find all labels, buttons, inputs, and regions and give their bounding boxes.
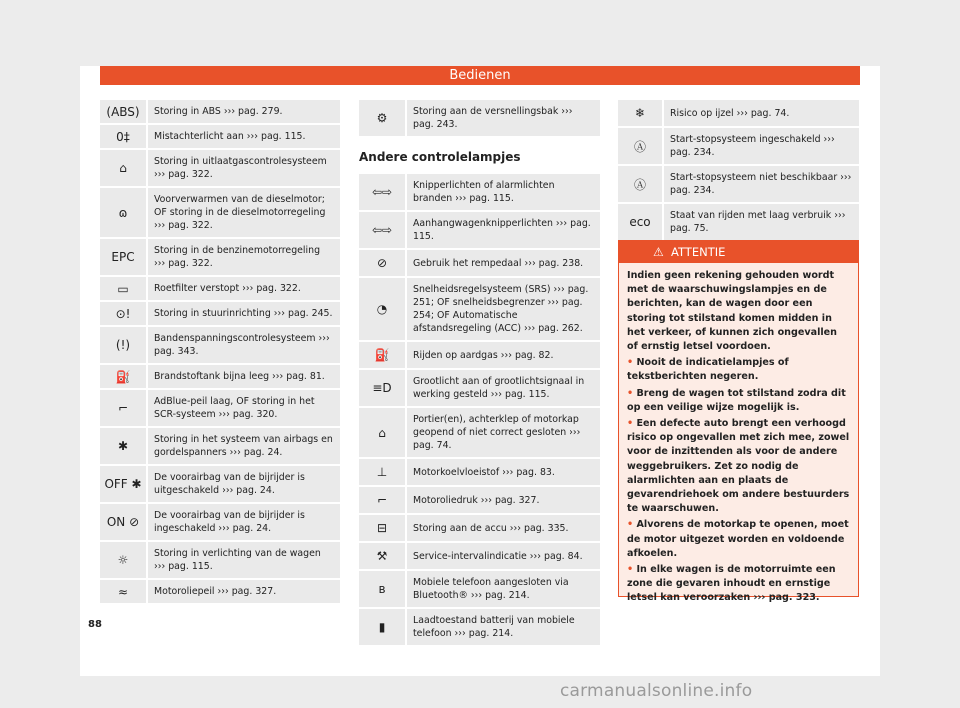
icon-row: [359, 515, 600, 541]
row-text: [148, 150, 340, 186]
row-label: Risico op ijzel ››› pag. 74.: [670, 107, 790, 119]
row-label: Aanhangwagenknipperlichten ››› pag. 115.: [413, 218, 591, 242]
warning-light-list: [359, 174, 600, 645]
bullet-text: Een defecte auto brengt een verhoogd risico op ongevallen met zich mee, zowel voor de inzittenden als voor de andere weggebruikers. Zet zo nodig de alarmlichten aan en plaats de gevarendriehoek om andere bestuurders te waarschuwen.: [627, 418, 850, 515]
row-label: Motorkoelvloeistof ››› pag. 83.: [413, 466, 555, 478]
icon-row: [359, 250, 600, 276]
adblue-icon: ⌐: [100, 390, 146, 426]
emission-control-icon: ⌂: [100, 150, 146, 186]
speed-control-icon: ◔: [359, 278, 405, 340]
row-text: [664, 204, 859, 240]
row-label: Mobiele telefoon aangesloten via Bluetooth® ››› pag. 214.: [413, 577, 569, 601]
airbag-icon: ✱: [100, 428, 146, 464]
trailer-turn-signal-icon: ⇦⇨: [359, 212, 405, 248]
high-beam-icon: ≡D: [359, 370, 405, 406]
row-text: [664, 100, 859, 126]
icon-row: [359, 278, 600, 340]
section-heading: Andere controlelampjes: [359, 150, 521, 164]
icon-row: [618, 166, 859, 202]
row-label: Gebruik het rempedaal ››› pag. 238.: [413, 257, 584, 269]
fuel-reserve-icon: ⛽: [100, 365, 146, 388]
page-number: 88: [88, 619, 102, 630]
tyre-pressure-icon: (!): [100, 327, 146, 363]
cng-icon: ⛽: [359, 342, 405, 368]
row-label: Storing in uitlaatgascontrolesysteem ››› pag. 322.: [154, 156, 327, 180]
row-text: [407, 543, 600, 569]
row-text: [148, 302, 340, 325]
icon-row: [100, 188, 340, 237]
row-text: [407, 278, 600, 340]
attention-bullet: [627, 417, 850, 516]
attention-bullet: [627, 387, 850, 415]
row-label: Knipperlichten of alarmlichten branden ››› pag. 115.: [413, 180, 555, 204]
phone-battery-icon: ▮: [359, 609, 405, 645]
bullet-text: In elke wagen is de motorruimte een zone die gevaren inhoudt en ernstige letsel kan veroorzaken ››› pag. 323.: [627, 564, 836, 604]
start-stop-unavailable-icon: Ⓐ: [618, 166, 662, 202]
epc-icon: EPC: [100, 239, 146, 275]
row-text: [148, 580, 340, 603]
bullet-icon: •: [627, 418, 637, 430]
rear-fog-light-icon: 0‡: [100, 125, 146, 148]
steering-warning-icon: ⊙!: [100, 302, 146, 325]
icon-row: [100, 239, 340, 275]
brake-pedal-icon: ⊘: [359, 250, 405, 276]
icon-row: [359, 100, 600, 136]
bullet-icon: •: [627, 519, 637, 531]
row-text: [148, 504, 340, 540]
row-text: [148, 188, 340, 237]
gearbox-warning-icon: ⚙: [359, 100, 405, 136]
row-text: [407, 174, 600, 210]
airbag-on-icon: ON ⊘: [100, 504, 146, 540]
row-label: Storing aan de versnellingsbak ››› pag. 243.: [413, 106, 573, 130]
row-label: AdBlue-peil laag, OF storing in het SCR-systeem ››› pag. 320.: [154, 396, 315, 420]
icon-row: [618, 128, 859, 164]
oil-pressure-icon: ⌐: [359, 487, 405, 513]
icon-row: [100, 100, 340, 123]
row-text: [407, 459, 600, 485]
row-label: Mistachterlicht aan ››› pag. 115.: [154, 131, 306, 142]
row-label: Rijden op aardgas ››› pag. 82.: [413, 349, 554, 361]
row-label: Storing in ABS ››› pag. 279.: [154, 106, 283, 117]
row-text: [407, 250, 600, 276]
row-text: [407, 515, 600, 541]
attention-bullet: [627, 356, 850, 384]
turn-signal-icon: ⇦⇨: [359, 174, 405, 210]
row-text: [407, 571, 600, 607]
icon-row: [359, 543, 600, 569]
particulate-filter-icon: ▭: [100, 277, 146, 300]
row-text: [148, 390, 340, 426]
icon-row: [618, 100, 859, 126]
row-text: [407, 100, 600, 136]
row-label: Brandstoftank bijna leeg ››› pag. 81.: [154, 371, 325, 382]
row-label: Storing in de benzinemotorregeling ››› pag. 322.: [154, 245, 321, 269]
row-label: Storing in stuurinrichting ››› pag. 245.: [154, 308, 333, 319]
row-text: [407, 609, 600, 645]
row-text: [148, 125, 340, 148]
row-label: De voorairbag van de bijrijder is ingeschakeld ››› pag. 24.: [154, 510, 305, 534]
icon-row: [100, 150, 340, 186]
row-label: Laadtoestand batterij van mobiele telefoon ››› pag. 214.: [413, 615, 575, 639]
row-text: [148, 277, 340, 300]
row-text: [664, 166, 859, 202]
bullet-icon: •: [627, 564, 637, 576]
attention-box: [618, 240, 859, 604]
row-label: Start-stopsysteem ingeschakeld ››› pag. 234.: [670, 134, 835, 158]
row-text: [407, 342, 600, 368]
row-label: Storing aan de accu ››› pag. 335.: [413, 522, 569, 534]
watermark: carmanualsonline.info: [560, 681, 753, 701]
row-text: [148, 428, 340, 464]
icon-row: [359, 459, 600, 485]
attention-header: [619, 241, 858, 263]
bluetooth-icon: ʙ: [359, 571, 405, 607]
door-open-icon: ⌂: [359, 408, 405, 457]
icon-row: [100, 302, 340, 325]
icon-row: [359, 174, 600, 210]
row-text: [148, 542, 340, 578]
icon-row: [100, 542, 340, 578]
icon-row: [359, 212, 600, 248]
row-text: [148, 100, 340, 123]
icon-row: [100, 428, 340, 464]
eco-icon: eco: [618, 204, 662, 240]
bulb-warning-icon: ☼: [100, 542, 146, 578]
glow-plug-icon: ɷ: [100, 188, 146, 237]
attention-bullet: [627, 518, 850, 561]
row-label: Service-intervalindicatie ››› pag. 84.: [413, 550, 583, 562]
icon-row: [359, 609, 600, 645]
row-label: Grootlicht aan of grootlichtsignaal in werking gesteld ››› pag. 115.: [413, 376, 585, 400]
attention-body: [619, 263, 858, 606]
icon-row: [359, 571, 600, 607]
row-label: Roetfilter verstopt ››› pag. 322.: [154, 283, 301, 294]
row-text: [148, 365, 340, 388]
bullet-icon: •: [627, 387, 637, 399]
row-text: [664, 128, 859, 164]
attention-bullet: [627, 563, 850, 606]
airbag-off-icon: OFF ✱: [100, 466, 146, 502]
row-label: Voorverwarmen van de dieselmotor; OF storing in de dieselmotorregeling ››› pag. 322.: [154, 194, 326, 231]
left-column: [100, 100, 340, 605]
bullet-text: Breng de wagen tot stilstand zodra dit op een veilige wijze mogelijk is.: [627, 387, 846, 413]
right-column: [618, 100, 859, 242]
row-label: Bandenspanningscontrolesysteem ››› pag. 343.: [154, 333, 330, 357]
icon-row: [359, 408, 600, 457]
oil-level-icon: ≈: [100, 580, 146, 603]
icon-row: [100, 277, 340, 300]
icon-row: [359, 487, 600, 513]
row-label: Storing in het systeem van airbags en gordelspanners ››› pag. 24.: [154, 434, 333, 458]
row-text: [407, 212, 600, 248]
icon-row: [359, 342, 600, 368]
row-label: Portier(en), achterklep of motorkap geopend of niet correct gesloten ››› pag. 74.: [413, 414, 581, 451]
row-label: Snelheidsregelsysteem (SRS) ››› pag. 251; OF snelheidsbegrenzer ››› pag. 254; OF Automatische afstandsregeling (ACC) ››› pag. 262.: [413, 284, 589, 334]
abs-warning-icon: (ABS): [100, 100, 146, 123]
bullet-text: Alvorens de motorkap te openen, moet de motor uitgezet worden en voldoende afkoelen.: [627, 519, 849, 559]
icon-row: [100, 327, 340, 363]
row-label: Staat van rijden met laag verbruik ››› pag. 75.: [670, 210, 846, 234]
row-text: [148, 466, 340, 502]
service-icon: ⚒: [359, 543, 405, 569]
coolant-icon: ⊥: [359, 459, 405, 485]
icon-row: [359, 370, 600, 406]
icon-row: [100, 365, 340, 388]
ice-warning-icon: ❄: [618, 100, 662, 126]
row-text: [407, 408, 600, 457]
bullet-text: Nooit de indicatielampjes of tekstberichten negeren.: [627, 357, 789, 383]
row-label: Motoroliepeil ››› pag. 327.: [154, 586, 277, 597]
icon-row: [100, 580, 340, 603]
row-text: [148, 239, 340, 275]
row-text: [407, 487, 600, 513]
row-label: Storing in verlichting van de wagen ››› pag. 115.: [154, 548, 321, 572]
row-text: [148, 327, 340, 363]
middle-column: [359, 100, 600, 647]
attention-intro: Indien geen rekening gehouden wordt met de waarschuwingslampjes en de berichten, kan de wagen door een storing tot stilstand komen midden in het verkeer, of kunnen zich ongevallen of ernstig letsel voordoen.: [627, 270, 838, 353]
icon-row: [100, 466, 340, 502]
attention-title: ATTENTIE: [671, 245, 726, 259]
bullet-icon: •: [627, 357, 637, 369]
section-header: Bedienen: [100, 66, 860, 85]
icon-row: [100, 390, 340, 426]
icon-row: [100, 125, 340, 148]
row-label: Start-stopsysteem niet beschikbaar ››› pag. 234.: [670, 172, 852, 196]
icon-row: [618, 204, 859, 240]
icon-row: [100, 504, 340, 540]
row-label: Motoroliedruk ››› pag. 327.: [413, 494, 540, 506]
warning-triangle-icon: ⚠: [653, 245, 664, 259]
start-stop-icon: Ⓐ: [618, 128, 662, 164]
row-label: De voorairbag van de bijrijder is uitgeschakeld ››› pag. 24.: [154, 472, 305, 496]
row-text: [407, 370, 600, 406]
battery-icon: ⊟: [359, 515, 405, 541]
